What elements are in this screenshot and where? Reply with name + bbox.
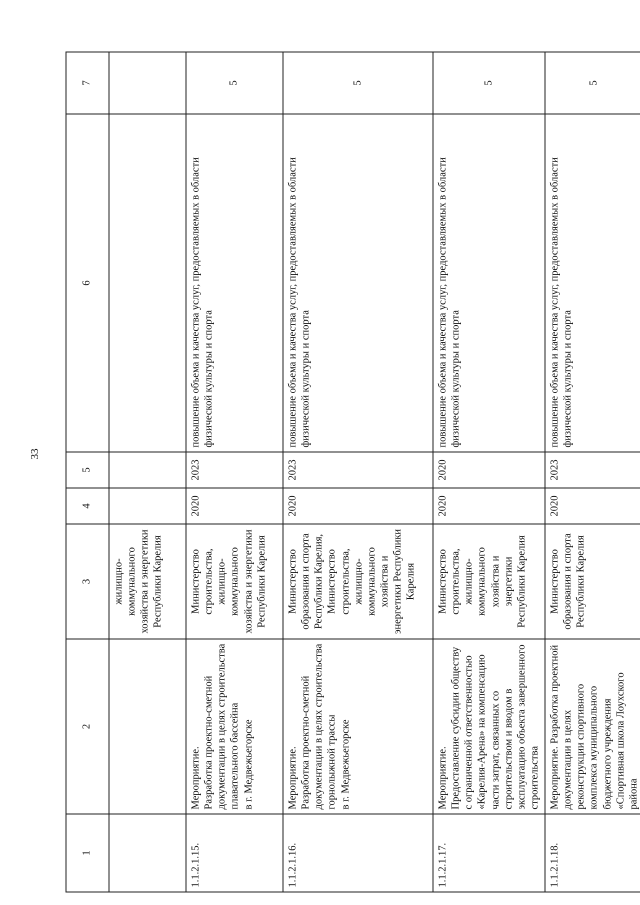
row-result: повышение объема и качества услуг, предоставляемых в области физической культуры и спорта	[186, 114, 283, 452]
row-start-year: 2020	[283, 488, 433, 524]
table-row	[433, 52, 545, 892]
row-executor: Министерство образования и спорта Республики Карелия, Министерство строительства, жилищно- коммунального хозяйства и энергетики Республики Карелия	[283, 524, 433, 639]
table-row	[283, 52, 433, 892]
row-start-year: 2020	[545, 488, 640, 524]
row-executor: Министерство строительства, жилищно- коммунального хозяйства и энергетики Республики Карелия	[186, 524, 283, 639]
row-end-year: 2023	[283, 452, 433, 488]
row-end-year	[109, 452, 186, 488]
rotated-table-container	[65, 52, 639, 892]
row-start-year: 2020	[433, 488, 545, 524]
row-score	[109, 52, 186, 114]
column-header: 3	[66, 524, 109, 639]
row-end-year: 2020	[433, 452, 545, 488]
row-score: 5	[283, 52, 433, 114]
column-header: 5	[66, 452, 109, 488]
column-header: 6	[66, 114, 109, 452]
row-score: 5	[186, 52, 283, 114]
column-header: 1	[66, 814, 109, 892]
row-start-year	[109, 488, 186, 524]
row-result: повышение объема и качества услуг, предоставляемых в области физической культуры и спорта	[433, 114, 545, 452]
row-code: 1.1.2.1.18.	[545, 814, 640, 892]
row-score: 5	[545, 52, 640, 114]
activities-table	[65, 51, 640, 892]
row-score: 5	[433, 52, 545, 114]
row-code: 1.1.2.1.17.	[433, 814, 545, 892]
column-header: 2	[66, 639, 109, 814]
row-result: повышение объема и качества услуг, предоставляемых в области физической культуры и спорта	[283, 114, 433, 452]
row-result	[109, 114, 186, 452]
row-activity: Мероприятие. Предоставление субсидии обществу с ограниченной ответственностью «Карелия-Арена» на компенсацию части затрат, связанных со строительством и вводом в эксплуатацию объекта завершенного строительства	[433, 639, 545, 814]
row-code	[109, 814, 186, 892]
row-activity: Мероприятие. Разработка проектно-сметной документации в целях строительства горнолыжной трассы в г. Медвежьегорске	[283, 639, 433, 814]
row-executor: жилищно- коммунального хозяйства и энергетики Республики Карелия	[109, 524, 186, 639]
row-code: 1.1.2.1.15.	[186, 814, 283, 892]
row-activity	[109, 639, 186, 814]
table-row	[545, 52, 640, 892]
row-executor: Министерство строительства, жилищно- коммунального хозяйства и энергетики Республики Карелия	[433, 524, 545, 639]
table-row	[109, 52, 186, 892]
column-header: 7	[66, 52, 109, 114]
row-activity: Мероприятие. Разработка проектно-сметной документации в целях строительства плавательного бассейна в г. Медвежьегорске	[186, 639, 283, 814]
row-result: повышение объема и качества услуг, предоставляемых в области физической культуры и спорта	[545, 114, 640, 452]
table-row	[186, 52, 283, 892]
header-row	[66, 52, 109, 892]
row-activity: Мероприятие. Разработка проектной документации в целях реконструкции спортивного комплекса муниципального бюджетного учреждения «Спортивная школа Лоухского района	[545, 639, 640, 814]
column-header: 4	[66, 488, 109, 524]
row-executor: Министерство образования и спорта Республики Карелия	[545, 524, 640, 639]
row-start-year: 2020	[186, 488, 283, 524]
row-end-year: 2023	[545, 452, 640, 488]
row-code: 1.1.2.1.16.	[283, 814, 433, 892]
row-end-year: 2023	[186, 452, 283, 488]
page-number: 33	[29, 448, 41, 460]
